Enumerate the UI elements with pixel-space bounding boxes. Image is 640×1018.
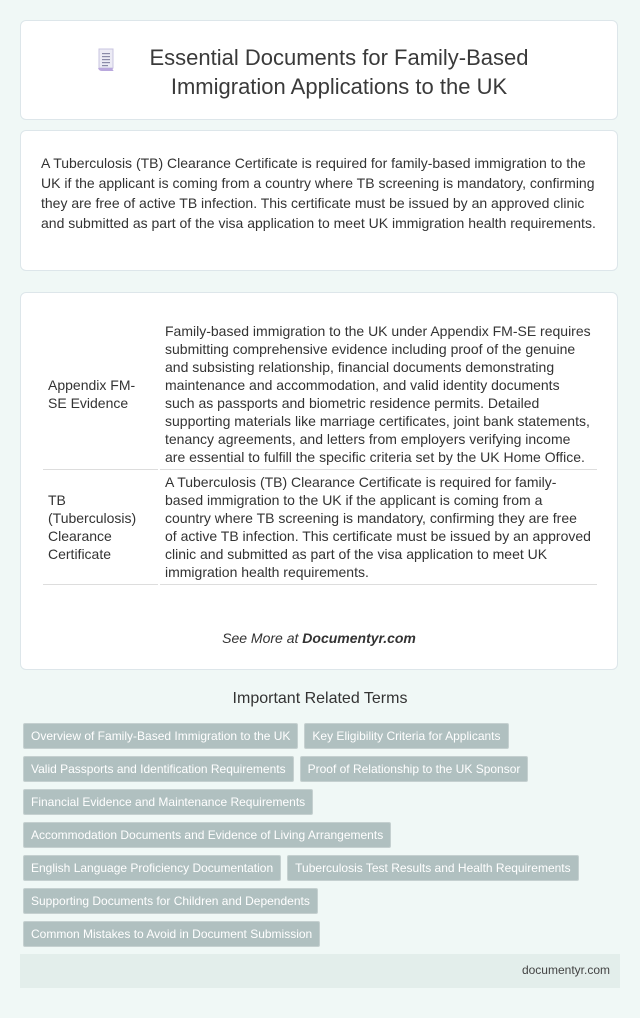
terms-table xyxy=(41,319,599,585)
summary-text: A Tuberculosis (TB) Clearance Certificate is required for family-based immigration to the UK if the applicant is coming from a country where TB screening is mandatory, confirming they are free of active TB infection. This certificate must be issued by an approved clinic and submitted as part of the visa application to meet UK immigration health requirements. xyxy=(41,155,596,231)
related-term-chip[interactable]: Valid Passports and Identification Requirements xyxy=(23,756,294,782)
terms-table-card xyxy=(20,292,618,670)
see-more xyxy=(21,630,617,646)
related-term-chip[interactable]: Accommodation Documents and Evidence of Living Arrangements xyxy=(23,822,391,848)
footer-link[interactable]: documentyr.com xyxy=(521,963,610,977)
related-term-chip[interactable]: Key Eligibility Criteria for Applicants xyxy=(304,723,508,749)
see-more-link[interactable]: Documentyr.com xyxy=(302,630,416,646)
description-cell: A Tuberculosis (TB) Clearance Certificate is required for family-based immigration to the UK if the applicant is coming from a country where TB screening is mandatory, confirming they are free of active TB infection. This certificate must be issued by an approved clinic and submitted as part of the visa application to meet UK immigration health requirements. xyxy=(160,470,597,585)
summary-card xyxy=(20,130,618,271)
related-terms-title: Important Related Terms xyxy=(232,690,408,707)
table-row xyxy=(43,470,597,585)
page-title: Essential Documents for Family-Based Immigration Applications to the UK xyxy=(149,45,529,99)
see-more-prefix: See More at xyxy=(222,630,303,646)
related-term-chip[interactable]: Proof of Relationship to the UK Sponsor xyxy=(300,756,529,782)
table-row xyxy=(43,319,597,470)
related-term-chip[interactable]: English Language Proficiency Documentation xyxy=(23,855,281,881)
footer xyxy=(20,954,620,988)
description-cell: Family-based immigration to the UK under Appendix FM-SE requires submitting comprehensive evidence including proof of the genuine and subsisting relationship, financial documents demonstrating maintenance and accommodation, and valid identity documents such as passports and biometric residence permits. Detailed supporting materials like marriage certificates, joint bank statements, tenancy agreements, and letters from employers verifying income are essential to fulfill the specific criteria set by the UK Home Office. xyxy=(160,319,597,470)
related-terms-list xyxy=(23,723,603,954)
term-cell: TB (Tuberculosis) Clearance Certificate xyxy=(43,470,158,585)
related-term-chip[interactable]: Supporting Documents for Children and Dependents xyxy=(23,888,318,914)
related-term-chip[interactable]: Common Mistakes to Avoid in Document Submission xyxy=(23,921,320,947)
related-term-chip[interactable]: Financial Evidence and Maintenance Requirements xyxy=(23,789,313,815)
related-term-chip[interactable]: Tuberculosis Test Results and Health Requirements xyxy=(287,855,578,881)
term-cell: Appendix FM-SE Evidence xyxy=(43,319,158,470)
header-card xyxy=(20,20,618,120)
related-term-chip[interactable]: Overview of Family-Based Immigration to the UK xyxy=(23,723,298,749)
